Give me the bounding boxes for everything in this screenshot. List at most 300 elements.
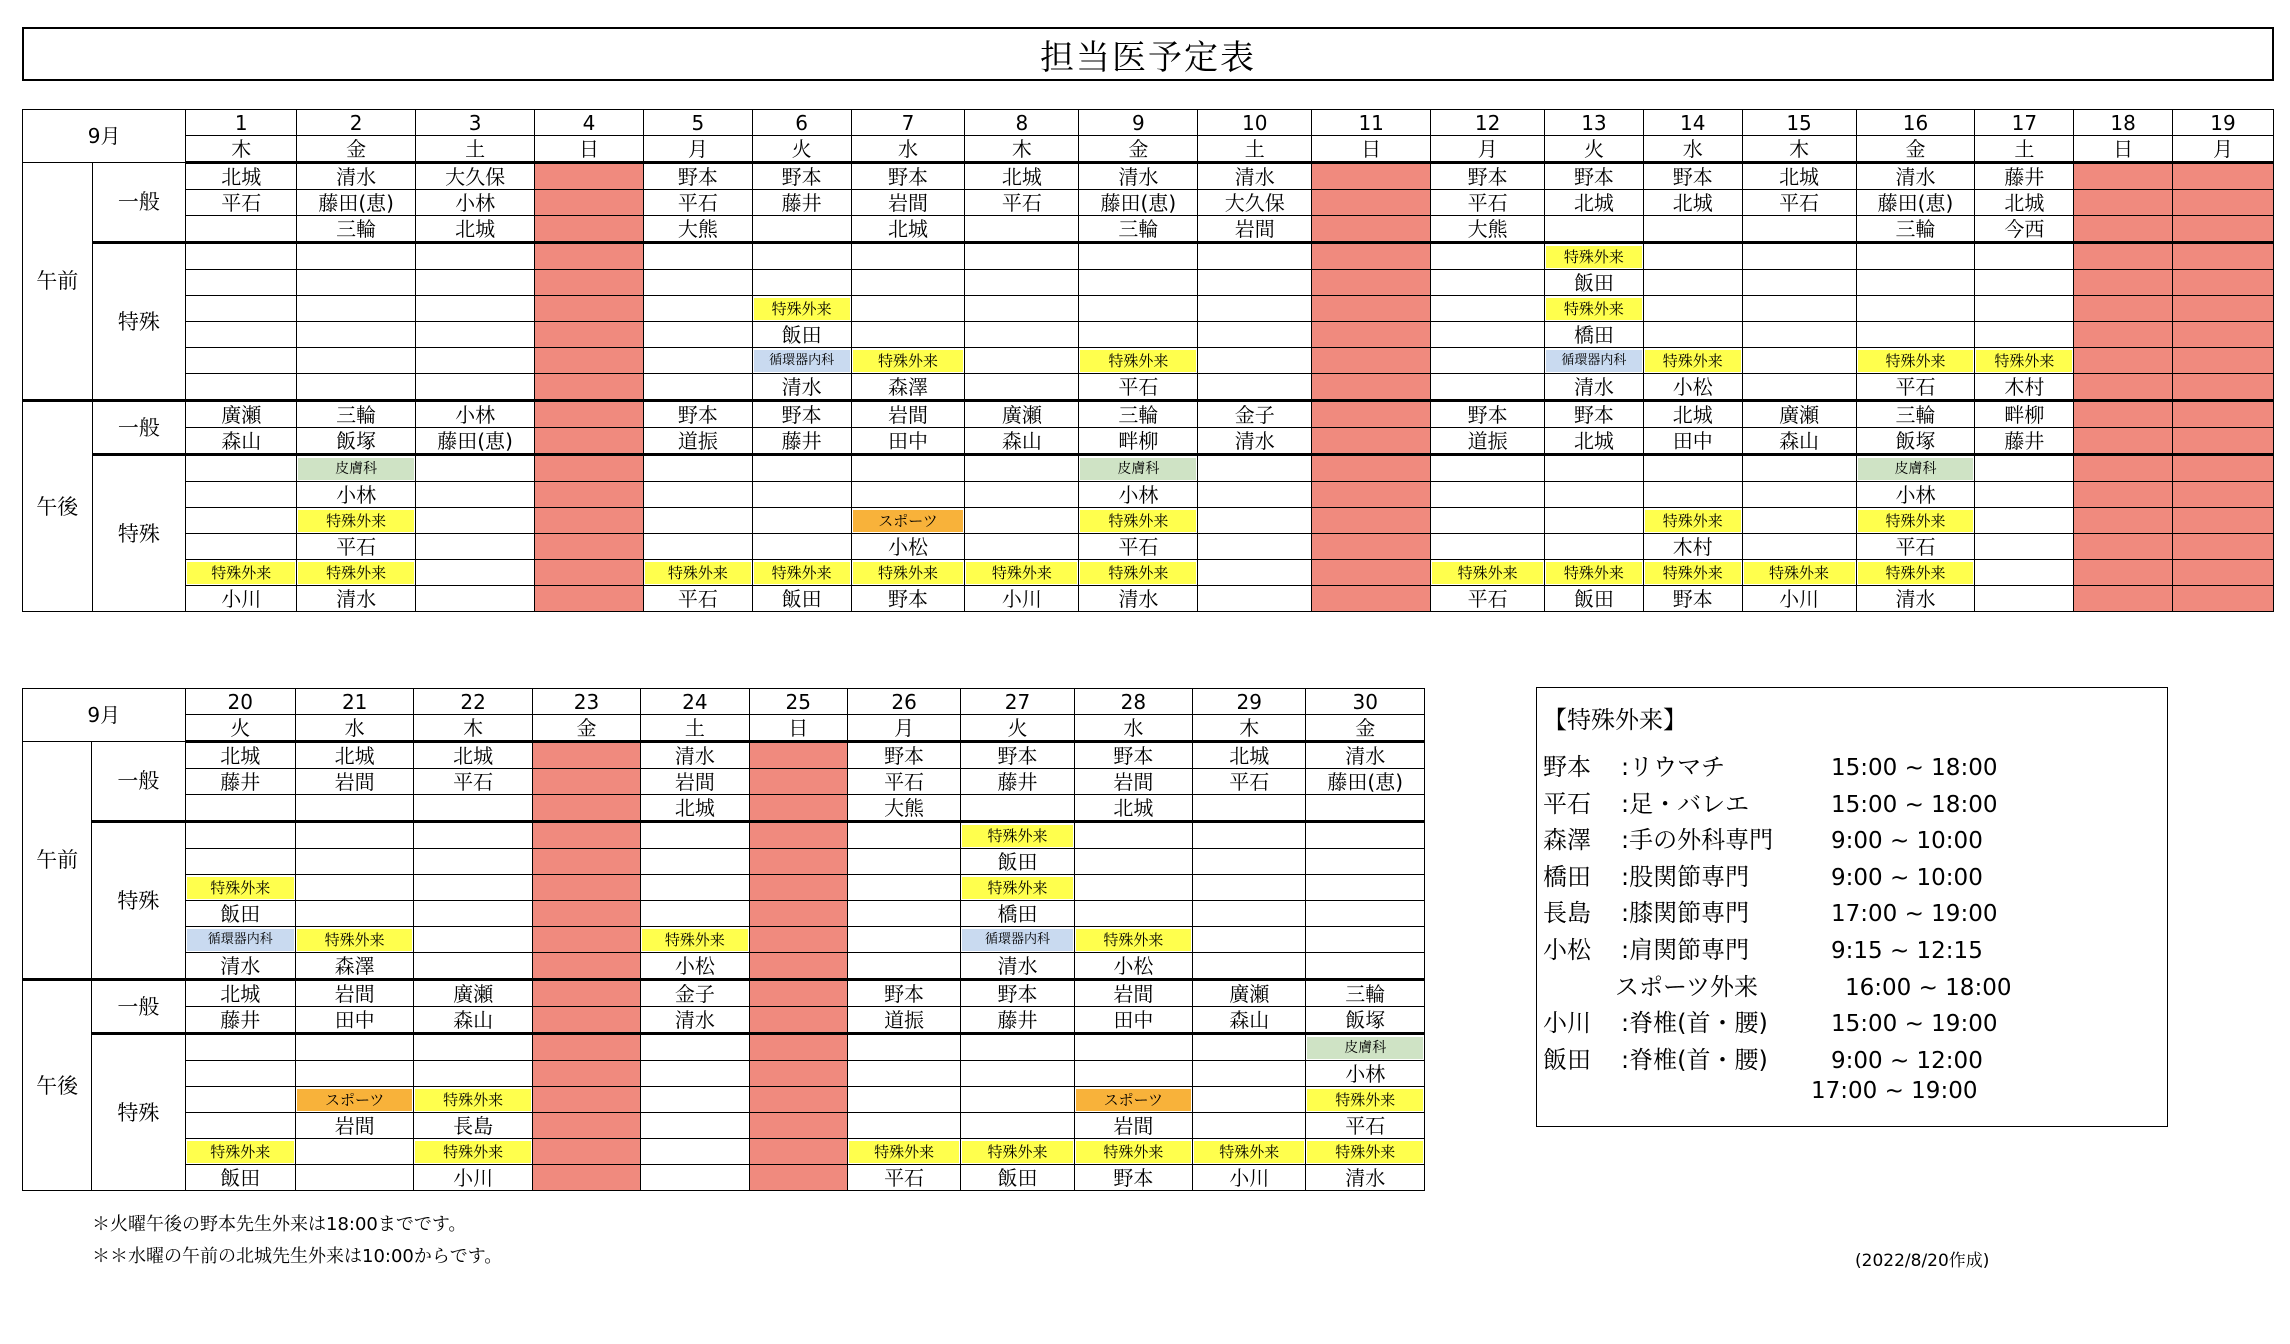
- clinic-hours: 9:00 ~ 10:00: [1831, 864, 1983, 891]
- doctor-name: 平石: [1543, 789, 1591, 818]
- clinic-tag: 特殊外来: [1080, 510, 1196, 532]
- holiday-cell: [2173, 560, 2274, 586]
- schedule-cell: [1545, 482, 1644, 508]
- holiday-cell: [749, 875, 847, 901]
- afternoon-label: 午後: [23, 401, 93, 612]
- schedule-cell: [965, 482, 1079, 508]
- doctor-name: 長島: [1543, 899, 1591, 928]
- schedule-cell: 飯田: [961, 849, 1074, 875]
- schedule-cell: [961, 927, 1074, 953]
- schedule-cell: 清水: [641, 742, 749, 769]
- schedule-cell: [1856, 560, 1975, 586]
- schedule-cell: 小川: [1193, 1165, 1306, 1191]
- schedule-cell: 北城: [1545, 190, 1644, 216]
- schedule-cell: [185, 1061, 295, 1087]
- schedule-cell: 平石: [1306, 1113, 1425, 1139]
- day-number: 8: [965, 110, 1079, 136]
- holiday-cell: [749, 795, 847, 822]
- schedule-cell: 小川: [1742, 586, 1856, 612]
- schedule-cell: 大熊: [643, 216, 752, 243]
- holiday-cell: [1312, 296, 1431, 322]
- schedule-cell: [1742, 348, 1856, 374]
- holiday-cell: [532, 1165, 640, 1191]
- day-number: 25: [749, 689, 847, 715]
- schedule-cell: 北城: [186, 163, 297, 190]
- day-number: 10: [1198, 110, 1312, 136]
- schedule-cell: 田中: [1074, 1007, 1192, 1034]
- clinic-hours: 9:15 ~ 12:15: [1831, 937, 1983, 964]
- schedule-cell: [965, 270, 1079, 296]
- schedule-cell: 藤井: [185, 769, 295, 795]
- schedule-cell: 北城: [185, 980, 295, 1007]
- schedule-cell: 北城: [1643, 190, 1742, 216]
- holiday-cell: [2074, 322, 2173, 348]
- schedule-cell: [1198, 322, 1312, 348]
- clinic-tag: 特殊外来: [1076, 1141, 1191, 1163]
- schedule-cell: 大久保: [1198, 190, 1312, 216]
- schedule-cell: [1198, 348, 1312, 374]
- schedule-cell: [295, 795, 413, 822]
- clinic-tag: 皮膚科: [1080, 458, 1196, 480]
- weekday: 火: [1545, 136, 1644, 163]
- schedule-cell: [851, 270, 965, 296]
- schedule-cell: 藤井: [961, 1007, 1074, 1034]
- clinic-tag: 特殊外来: [1546, 298, 1642, 320]
- clinic-tag: 特殊外来: [187, 1141, 294, 1163]
- schedule-cell: 野本: [847, 980, 960, 1007]
- schedule-cell: [416, 374, 535, 401]
- schedule-cell: [1545, 508, 1644, 534]
- legend-row: [1543, 747, 2161, 784]
- schedule-cell: [1975, 348, 2074, 374]
- holiday-cell: [532, 980, 640, 1007]
- schedule-cell: [414, 1139, 532, 1165]
- holiday-cell: [749, 1087, 847, 1113]
- schedule-cell: [851, 322, 965, 348]
- weekday: 水: [1643, 136, 1742, 163]
- schedule-cell: [641, 1165, 749, 1191]
- holiday-cell: [2074, 560, 2173, 586]
- schedule-cell: 廣瀬: [186, 401, 297, 428]
- legend-row: [1543, 930, 2161, 967]
- holiday-cell: [2074, 455, 2173, 482]
- schedule-cell: 北城: [965, 163, 1079, 190]
- schedule-cell: [1742, 270, 1856, 296]
- schedule-cell: [643, 296, 752, 322]
- clinic-tag: 循環器内科: [187, 929, 294, 951]
- clinic-tag: 特殊外来: [1076, 929, 1191, 951]
- clinic-tag: 特殊外来: [1645, 562, 1741, 584]
- schedule-cell: [641, 875, 749, 901]
- schedule-cell: 飯田: [185, 901, 295, 927]
- day-number: 22: [414, 689, 532, 715]
- specialty: :肩関節専門: [1621, 935, 1750, 964]
- schedule-cell: [1431, 296, 1545, 322]
- holiday-cell: [535, 401, 644, 428]
- schedule-cell: [185, 849, 295, 875]
- clinic-hours: 9:00 ~ 12:00: [1831, 1047, 1983, 1074]
- schedule-cell: [847, 1139, 960, 1165]
- schedule-cell: [1742, 508, 1856, 534]
- schedule-cell: [1198, 534, 1312, 560]
- schedule-cell: [1306, 822, 1425, 849]
- schedule-cell: [1431, 270, 1545, 296]
- general-clinic-label: 一般: [92, 401, 186, 455]
- schedule-cell: 清水: [1079, 586, 1198, 612]
- schedule-cell: [1306, 1034, 1425, 1061]
- schedule-cell: [1742, 374, 1856, 401]
- schedule-cell: 北城: [1742, 163, 1856, 190]
- schedule-cell: [1643, 296, 1742, 322]
- schedule-cell: 北城: [185, 742, 295, 769]
- clinic-tag: 特殊外来: [1080, 350, 1196, 372]
- day-number: 5: [643, 110, 752, 136]
- day-number: 4: [535, 110, 644, 136]
- holiday-cell: [2074, 348, 2173, 374]
- schedule-cell: [1198, 482, 1312, 508]
- clinic-tag: 循環器内科: [962, 929, 1072, 951]
- weekday: 金: [297, 136, 416, 163]
- weekday: 日: [749, 715, 847, 742]
- schedule-cell: 道振: [643, 428, 752, 455]
- schedule-cell: 北城: [1545, 428, 1644, 455]
- clinic-tag: 特殊外来: [853, 350, 964, 372]
- schedule-cell: [851, 508, 965, 534]
- month-label: 9月: [23, 110, 186, 163]
- holiday-cell: [1312, 586, 1431, 612]
- weekday: 火: [185, 715, 295, 742]
- schedule-cell: [186, 455, 297, 482]
- schedule-cell: [961, 1061, 1074, 1087]
- specialty: :手の外科専門: [1621, 826, 1774, 855]
- schedule-cell: [1079, 296, 1198, 322]
- schedule-cell: 木村: [1643, 534, 1742, 560]
- holiday-cell: [749, 1034, 847, 1061]
- legend-row: [1543, 857, 2161, 894]
- day-number: 9: [1079, 110, 1198, 136]
- schedule-cell: [416, 455, 535, 482]
- schedule-cell: [1545, 455, 1644, 482]
- doctor-name: 小松: [1543, 935, 1591, 964]
- day-number: 6: [752, 110, 851, 136]
- schedule-cell: 岩間: [1198, 216, 1312, 243]
- schedule-cell: 藤田(恵): [1856, 190, 1975, 216]
- doctor-name: 小川: [1543, 1009, 1591, 1038]
- schedule-cell: 野本: [1643, 163, 1742, 190]
- schedule-cell: 森山: [186, 428, 297, 455]
- clinic-tag: 特殊外来: [1432, 562, 1543, 584]
- weekday: 月: [1431, 136, 1545, 163]
- schedule-cell: [965, 560, 1079, 586]
- weekday: 木: [965, 136, 1079, 163]
- doctor-name: 橋田: [1543, 862, 1591, 891]
- doctor-name: 森澤: [1543, 826, 1591, 855]
- schedule-cell: 森山: [1742, 428, 1856, 455]
- holiday-cell: [535, 508, 644, 534]
- clinic-tag: スポーツ: [853, 510, 964, 532]
- schedule-cell: 野本: [1643, 586, 1742, 612]
- holiday-cell: [2173, 455, 2274, 482]
- holiday-cell: [1312, 428, 1431, 455]
- clinic-hours: 15:00 ~ 18:00: [1831, 791, 1998, 818]
- schedule-cell: [1193, 875, 1306, 901]
- weekday: 月: [643, 136, 752, 163]
- schedule-cell: [643, 455, 752, 482]
- holiday-cell: [2173, 243, 2274, 270]
- schedule-cell: 野本: [961, 980, 1074, 1007]
- schedule-cell: 北城: [414, 742, 532, 769]
- schedule-cell: 藤井: [961, 769, 1074, 795]
- schedule-cell: [416, 348, 535, 374]
- schedule-cell: [752, 270, 851, 296]
- schedule-cell: [1074, 901, 1192, 927]
- holiday-cell: [532, 822, 640, 849]
- clinic-tag: 特殊外来: [1744, 562, 1855, 584]
- schedule-cell: 廣瀬: [414, 980, 532, 1007]
- schedule-cell: [297, 243, 416, 270]
- schedule-cell: [1193, 1061, 1306, 1087]
- schedule-cell: 三輪: [1079, 216, 1198, 243]
- schedule-cell: [1198, 455, 1312, 482]
- schedule-cell: 三輪: [1306, 980, 1425, 1007]
- schedule-cell: [295, 927, 413, 953]
- schedule-cell: 清水: [1198, 428, 1312, 455]
- schedule-cell: [1198, 243, 1312, 270]
- schedule-cell: [847, 1113, 960, 1139]
- schedule-cell: [414, 1087, 532, 1113]
- schedule-cell: 金子: [641, 980, 749, 1007]
- day-number: 28: [1074, 689, 1192, 715]
- schedule-cell: [847, 1034, 960, 1061]
- clinic-tag: 特殊外来: [187, 562, 295, 584]
- holiday-cell: [749, 1165, 847, 1191]
- schedule-cell: 小川: [414, 1165, 532, 1191]
- schedule-cell: [643, 348, 752, 374]
- holiday-cell: [1312, 190, 1431, 216]
- schedule-cell: [295, 901, 413, 927]
- clinic-tag: 特殊外来: [962, 825, 1072, 847]
- schedule-cell: [1742, 243, 1856, 270]
- clinic-tag: 特殊外来: [1546, 562, 1642, 584]
- schedule-cell: [752, 508, 851, 534]
- holiday-cell: [1312, 534, 1431, 560]
- schedule-cell: 清水: [1856, 586, 1975, 612]
- holiday-cell: [535, 428, 644, 455]
- schedule-cell: [185, 927, 295, 953]
- schedule-cell: 清水: [961, 953, 1074, 980]
- holiday-cell: [749, 822, 847, 849]
- schedule-cell: 平石: [1856, 374, 1975, 401]
- holiday-cell: [749, 849, 847, 875]
- doctor-name: 飯田: [1543, 1045, 1591, 1074]
- weekday: 土: [641, 715, 749, 742]
- schedule-cell: [961, 795, 1074, 822]
- holiday-cell: [1312, 243, 1431, 270]
- schedule-cell: [295, 1139, 413, 1165]
- holiday-cell: [749, 769, 847, 795]
- schedule-cell: [1856, 270, 1975, 296]
- schedule-cell: [643, 534, 752, 560]
- schedule-cell: 平石: [1742, 190, 1856, 216]
- weekday: 水: [851, 136, 965, 163]
- schedule-cell: [185, 875, 295, 901]
- schedule-cell: 金子: [1198, 401, 1312, 428]
- holiday-cell: [749, 901, 847, 927]
- holiday-cell: [532, 1034, 640, 1061]
- schedule-cell: 廣瀬: [965, 401, 1079, 428]
- clinic-tag: 特殊外来: [298, 562, 414, 584]
- schedule-cell: [1643, 560, 1742, 586]
- schedule-cell: [1545, 534, 1644, 560]
- schedule-cell: 野本: [752, 163, 851, 190]
- schedule-cell: 平石: [1193, 769, 1306, 795]
- weekday: 木: [1742, 136, 1856, 163]
- holiday-cell: [2173, 374, 2274, 401]
- clinic-hours: 15:00 ~ 19:00: [1831, 1011, 1998, 1038]
- schedule-cell: [1975, 243, 2074, 270]
- holiday-cell: [749, 1139, 847, 1165]
- schedule-cell: [1431, 374, 1545, 401]
- schedule-cell: 三輪: [1856, 401, 1975, 428]
- schedule-cell: 小林: [416, 401, 535, 428]
- schedule-cell: [961, 1087, 1074, 1113]
- schedule-cell: [1306, 953, 1425, 980]
- schedule-cell: [416, 482, 535, 508]
- day-number: 20: [185, 689, 295, 715]
- schedule-cell: 清水: [1306, 1165, 1425, 1191]
- clinic-tag: 特殊外来: [187, 877, 294, 899]
- schedule-cell: 北城: [1074, 795, 1192, 822]
- schedule-cell: 平石: [1431, 190, 1545, 216]
- schedule-cell: [851, 348, 965, 374]
- schedule-cell: [414, 1034, 532, 1061]
- schedule-cell: [643, 270, 752, 296]
- holiday-cell: [2173, 428, 2274, 455]
- weekday: 金: [532, 715, 640, 742]
- schedule-cell: [1193, 901, 1306, 927]
- schedule-cell: [1431, 322, 1545, 348]
- clinic-tag: スポーツ: [1076, 1089, 1191, 1111]
- schedule-cell: [1975, 482, 2074, 508]
- schedule-cell: 清水: [641, 1007, 749, 1034]
- holiday-cell: [535, 534, 644, 560]
- schedule-cell: 北城: [1975, 190, 2074, 216]
- weekday: 日: [2074, 136, 2173, 163]
- schedule-cell: 長島: [414, 1113, 532, 1139]
- schedule-cell: [1079, 560, 1198, 586]
- holiday-cell: [535, 560, 644, 586]
- schedule-cell: [1079, 455, 1198, 482]
- holiday-cell: [535, 296, 644, 322]
- schedule-cell: [641, 901, 749, 927]
- special-clinic-label: 特殊: [92, 1034, 185, 1191]
- schedule-cell: [1856, 322, 1975, 348]
- schedule-cell: [1742, 322, 1856, 348]
- day-number: 19: [2173, 110, 2274, 136]
- day-number: 16: [1856, 110, 1975, 136]
- schedule-cell: [1742, 482, 1856, 508]
- schedule-cell: 三輪: [297, 216, 416, 243]
- schedule-cell: [641, 849, 749, 875]
- schedule-cell: 橋田: [961, 901, 1074, 927]
- creation-date: (2022/8/20作成): [1855, 1251, 1990, 1271]
- legend-row: [1543, 820, 2161, 857]
- weekday: 月: [847, 715, 960, 742]
- schedule-cell: 岩間: [295, 1113, 413, 1139]
- schedule-cell: [185, 1113, 295, 1139]
- schedule-cell: 大久保: [416, 163, 535, 190]
- schedule-cell: 平石: [965, 190, 1079, 216]
- schedule-cell: [1193, 1139, 1306, 1165]
- clinic-hours: 15:00 ~ 18:00: [1831, 755, 1998, 781]
- schedule-cell: 北城: [1193, 742, 1306, 769]
- specialty: :脊椎(首・腰): [1621, 1009, 1768, 1038]
- schedule-cell: 飯田: [961, 1165, 1074, 1191]
- schedule-cell: 小林: [1856, 482, 1975, 508]
- clinic-tag: 特殊外来: [1194, 1141, 1304, 1163]
- schedule-cell: [643, 482, 752, 508]
- holiday-cell: [1312, 348, 1431, 374]
- schedule-cell: [752, 348, 851, 374]
- clinic-hours: 16:00 ~ 18:00: [1845, 974, 2012, 1001]
- schedule-cell: [1306, 901, 1425, 927]
- schedule-cell: [185, 1087, 295, 1113]
- holiday-cell: [2074, 163, 2173, 190]
- schedule-cell: [1306, 875, 1425, 901]
- schedule-cell: 小松: [1643, 374, 1742, 401]
- holiday-cell: [535, 348, 644, 374]
- holiday-cell: [2074, 401, 2173, 428]
- schedule-cell: 藤田(恵): [297, 190, 416, 216]
- schedule-cell: [416, 322, 535, 348]
- schedule-cell: [1079, 270, 1198, 296]
- schedule-cell: [1856, 455, 1975, 482]
- schedule-cell: [414, 953, 532, 980]
- schedule-cell: [416, 243, 535, 270]
- holiday-cell: [1312, 270, 1431, 296]
- schedule-cell: 平石: [643, 190, 752, 216]
- schedule-cell: [847, 1087, 960, 1113]
- schedule-cell: [1545, 296, 1644, 322]
- general-clinic-label: 一般: [92, 742, 185, 822]
- holiday-cell: [532, 1139, 640, 1165]
- schedule-cell: [186, 374, 297, 401]
- day-number: 12: [1431, 110, 1545, 136]
- schedule-cell: 岩間: [641, 769, 749, 795]
- holiday-cell: [532, 875, 640, 901]
- legend-heading: 【特殊外来】: [1543, 706, 1687, 734]
- schedule-cell: [851, 560, 965, 586]
- holiday-cell: [749, 1113, 847, 1139]
- day-number: 27: [961, 689, 1074, 715]
- schedule-cell: [186, 270, 297, 296]
- schedule-cell: 小林: [416, 190, 535, 216]
- schedule-cell: 野本: [1431, 401, 1545, 428]
- schedule-cell: [1079, 348, 1198, 374]
- day-number: 2: [297, 110, 416, 136]
- schedule-cell: 清水: [1545, 374, 1644, 401]
- weekday: 月: [2173, 136, 2274, 163]
- schedule-cell: [847, 1061, 960, 1087]
- schedule-cell: [1074, 927, 1192, 953]
- day-number: 17: [1975, 110, 2074, 136]
- holiday-cell: [1312, 163, 1431, 190]
- schedule-cell: [297, 455, 416, 482]
- schedule-cell: 森山: [414, 1007, 532, 1034]
- schedule-cell: [186, 348, 297, 374]
- schedule-cell: 飯塚: [1856, 428, 1975, 455]
- schedule-cell: [1306, 1087, 1425, 1113]
